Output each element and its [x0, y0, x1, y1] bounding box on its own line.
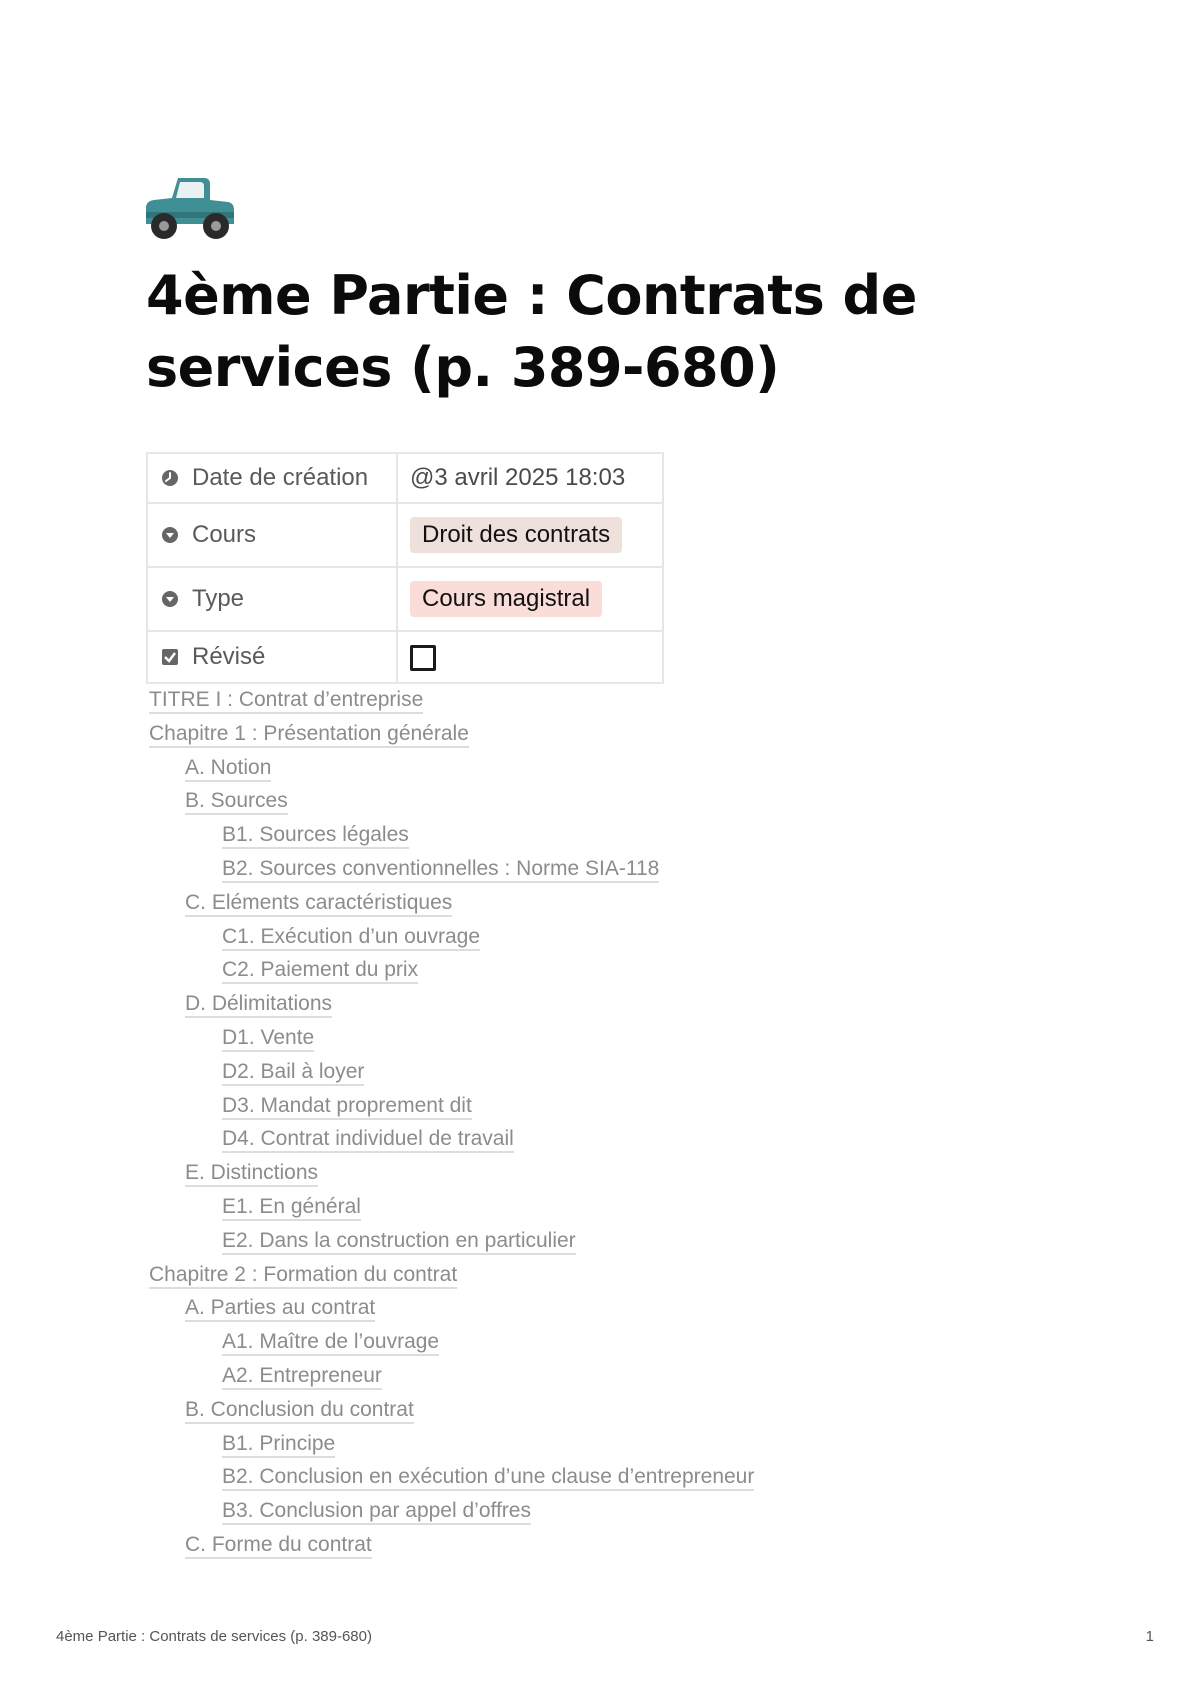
toc-item [149, 1090, 1049, 1124]
toc-link[interactable]: TITRE I : Contrat d’entreprise [149, 688, 423, 714]
toc-link[interactable]: D. Délimitations [185, 992, 332, 1018]
toc-link[interactable]: B3. Conclusion par appel d’offres [222, 1499, 531, 1525]
property-key [147, 631, 397, 683]
toc-item [149, 1022, 1049, 1056]
revise-checkbox[interactable] [410, 645, 436, 671]
toc-link[interactable]: C2. Paiement du prix [222, 958, 418, 984]
toc-item [149, 1157, 1049, 1191]
toc-item [149, 819, 1049, 853]
toc-link[interactable]: Chapitre 1 : Présentation générale [149, 722, 469, 748]
toc-item [149, 853, 1049, 887]
toc-link[interactable]: D2. Bail à loyer [222, 1060, 364, 1086]
page-number: 1 [1145, 1628, 1154, 1645]
toc-item [149, 785, 1049, 819]
toc-item [149, 1495, 1049, 1529]
toc-item [149, 1326, 1049, 1360]
toc-link[interactable]: B1. Sources légales [222, 823, 409, 849]
toc-item [149, 1225, 1049, 1259]
toc-link[interactable]: B2. Sources conventionnelles : Norme SIA-118 [222, 857, 659, 883]
footer-title: 4ème Partie : Contrats de services (p. 389-680) [56, 1628, 372, 1645]
toc-link[interactable]: A. Parties au contrat [185, 1296, 375, 1322]
toc-link[interactable]: A1. Maître de l’ouvrage [222, 1330, 439, 1356]
toc-item [149, 1191, 1049, 1225]
toc-item [149, 752, 1049, 786]
select-icon [160, 589, 180, 609]
toc-item [149, 1529, 1049, 1563]
toc-link[interactable]: E. Distinctions [185, 1161, 318, 1187]
cours-tag[interactable]: Droit des contrats [410, 517, 622, 553]
toc-item [149, 1123, 1049, 1157]
property-label: Cours [192, 521, 257, 548]
property-key [147, 503, 397, 567]
toc-item [149, 954, 1049, 988]
toc-item [149, 921, 1049, 955]
toc-link[interactable]: Chapitre 2 : Formation du contrat [149, 1263, 457, 1289]
select-icon [160, 525, 180, 545]
property-label: Révisé [192, 643, 266, 670]
checkbox-icon [160, 647, 180, 667]
properties-table [146, 452, 664, 684]
page-footer [56, 1628, 1154, 1645]
toc-link[interactable]: E1. En général [222, 1195, 361, 1221]
toc-item [149, 684, 1049, 718]
toc-link[interactable]: C. Eléments caractéristiques [185, 891, 452, 917]
date-value[interactable]: @3 avril 2025 18:03 [410, 464, 626, 491]
toc-item [149, 718, 1049, 752]
property-row-type [147, 567, 663, 631]
property-row-date [147, 453, 663, 503]
toc-item [149, 1056, 1049, 1090]
property-value[interactable] [397, 567, 663, 631]
toc-link[interactable]: B. Sources [185, 789, 288, 815]
pickup-truck-icon [144, 168, 234, 242]
property-label: Type [192, 585, 245, 612]
toc-link[interactable]: E2. Dans la construction en particulier [222, 1229, 576, 1255]
toc-link[interactable]: B. Conclusion du contrat [185, 1398, 414, 1424]
toc-link[interactable]: B2. Conclusion en exécution d’une clause d’entrepreneur [222, 1465, 754, 1491]
clock-icon [160, 468, 180, 488]
table-of-contents [149, 684, 1049, 1563]
toc-link[interactable]: A. Notion [185, 756, 271, 782]
toc-item [149, 1461, 1049, 1495]
property-key [147, 567, 397, 631]
toc-item [149, 1394, 1049, 1428]
property-value[interactable] [397, 453, 663, 503]
toc-item [149, 1428, 1049, 1462]
toc-item [149, 1360, 1049, 1394]
property-row-cours [147, 503, 663, 567]
property-value[interactable] [397, 503, 663, 567]
toc-link[interactable]: C. Forme du contrat [185, 1533, 372, 1559]
toc-link[interactable]: C1. Exécution d’un ouvrage [222, 925, 480, 951]
toc-link[interactable]: D3. Mandat proprement dit [222, 1094, 472, 1120]
property-value[interactable] [397, 631, 663, 683]
toc-item [149, 1259, 1049, 1293]
toc-item [149, 988, 1049, 1022]
toc-link[interactable]: D1. Vente [222, 1026, 314, 1052]
toc-item [149, 1292, 1049, 1326]
property-key [147, 453, 397, 503]
toc-link[interactable]: B1. Principe [222, 1432, 335, 1458]
property-label: Date de création [192, 464, 369, 491]
type-tag[interactable]: Cours magistral [410, 581, 602, 617]
toc-item [149, 887, 1049, 921]
page-title: 4ème Partie : Contrats de services (p. 389-680) [146, 264, 917, 399]
toc-link[interactable]: A2. Entrepreneur [222, 1364, 382, 1390]
toc-link[interactable]: D4. Contrat individuel de travail [222, 1127, 514, 1153]
property-row-revise [147, 631, 663, 683]
